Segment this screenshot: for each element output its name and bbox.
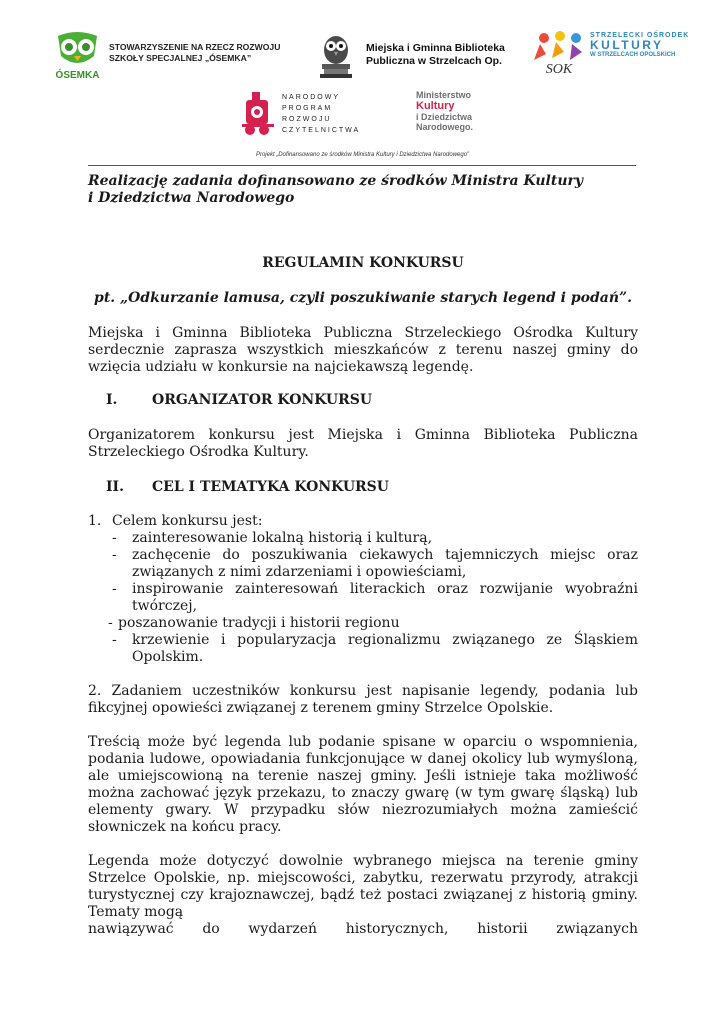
- list-item: [112, 530, 638, 547]
- list-item-dash: -: [112, 547, 117, 563]
- nprc-line-2: PROGRAM: [282, 105, 333, 112]
- funding-note: [88, 173, 638, 207]
- list-item-dash: -: [108, 615, 113, 631]
- funding-note-line-1: Realizację zadania dofinansowano ze środków Ministra Kultury: [88, 173, 584, 189]
- logo-header-row-2: [240, 88, 500, 138]
- document-title: REGULAMIN KONKURSU: [262, 255, 464, 271]
- ministry-line-4: Narodowego: [416, 122, 471, 132]
- task-paragraph: 2. Zadaniem uczestników konkursu jest napisanie legendy, podania lub fikcyjnej opowieści związanej z terenem gminy Strzelce Opolskie.: [88, 683, 638, 716]
- funding-note-line-2: i Dziedzictwa Narodowego: [88, 190, 295, 206]
- nprc-line-4: CZYTELNICTWA: [282, 127, 361, 134]
- list-item: [112, 632, 638, 666]
- logo-header: [50, 30, 690, 90]
- header-divider: [88, 165, 636, 166]
- place-paragraph: Legenda może dotyczyć dowolnie wybranego miejsca na terenie gminy Strzelce Opolskie, np. miejscowości, zabytku, rezerwatu przyrody, atrakcji turystycznej czy krajoznawczej, bądź też postaci związanej z historią gminy. Tematy mogą: [88, 853, 638, 920]
- nprc-line-1: NARODOWY: [282, 94, 340, 101]
- document-subtitle: pt. „Odkurzanie lamusa, czyli poszukiwanie starych legend i podań”.: [94, 290, 632, 306]
- list-item-text: zainteresowanie lokalną historią i kulturą,: [132, 530, 433, 546]
- osemka-owl-icon: [50, 30, 105, 72]
- library-line-1: Miejska i Gminna Biblioteka: [366, 42, 505, 54]
- owl-on-books-icon: [316, 32, 356, 78]
- list-item-dash: -: [112, 632, 117, 648]
- ministry-logo: [416, 90, 516, 132]
- list-item: [108, 615, 634, 632]
- list-item: [112, 581, 638, 615]
- sok-line-2: KULTURY: [590, 38, 664, 52]
- library-logo-text: [366, 42, 536, 68]
- association-line-2: SZKOŁY SPECJALNEJ „ÓSEMKA”: [109, 53, 252, 63]
- section-2-number: II.: [106, 479, 124, 495]
- place-paragraph-last-line: nawiązywać do wydarzeń historycznych, historii związanych: [88, 921, 638, 937]
- list-item-text: krzewienie i popularyzacja regionalizmu związanego ze Śląskiem Opolskim.: [132, 632, 638, 665]
- section-1-heading: [106, 392, 626, 410]
- library-line-2: Publiczna w Strzelcach Op.: [366, 55, 502, 67]
- section-2-title: CEL I TEMATYKA KONKURSU: [152, 479, 390, 495]
- ministry-line-3: i Dziedzictwa: [416, 112, 473, 122]
- osemka-wordmark: ÓSEMKA: [55, 70, 100, 81]
- list-item: [112, 547, 638, 581]
- sok-name: [590, 32, 700, 58]
- list-item-text: inspirowanie zainteresowań literackich oraz rozwijanie wyobraźni twórczej,: [132, 581, 638, 614]
- intro-paragraph: Miejska i Gminna Biblioteka Publiczna Strzeleckiego Ośrodka Kultury serdecznie zaprasza wszystkich mieszkańców z terenu naszej gminy do wzięcia udziału w konkursie na najciekawszą legendę.: [88, 325, 638, 375]
- ministry-dot: .: [470, 122, 474, 132]
- goals-list-lead: Celem konkursu jest:: [112, 513, 263, 529]
- nprc-locomotive-icon: [240, 92, 276, 136]
- list-item-text: zachęcenie do poszukiwania ciekawych tajemniczych miejsc oraz związanych z nimi zdarzeniami i opowieściami,: [132, 547, 638, 580]
- list-item-dash: -: [112, 530, 117, 546]
- sok-mark-text: SOK: [545, 62, 573, 76]
- nprc-line-3: ROZWOJU: [282, 116, 332, 123]
- section-1-title: ORGANIZATOR KONKURSU: [152, 392, 373, 408]
- sok-line-1: STRZELECKI OŚRODEK: [590, 32, 690, 39]
- content-paragraph: Treścią może być legenda lub podanie spisane w oparciu o wspomnienia, podania ludowe, opowiadania funkcjonujące w danej okolicy lub wymyśloną, ale umiejscowioną na terenie naszej gminy. Jeśli istnieje taka możliwość można zachować język przekazu, to znaczy gwarę (w tym gwarę śląską) lub elementy gwary. W przypadku słów niezrozumiałych można zamieścić słowniczek na końcu pracy.: [88, 734, 638, 835]
- section-1-text: Organizatorem konkursu jest Miejska i Gminna Biblioteka Publiczna Strzeleckiego Ośrodka Kultury.: [88, 427, 638, 460]
- sok-logo-icon: [530, 30, 588, 76]
- goals-list: [88, 513, 638, 673]
- list-item-dash: -: [112, 581, 117, 597]
- goals-list-number: 1.: [88, 513, 102, 529]
- osemka-logo: [50, 30, 105, 88]
- association-name: [109, 42, 334, 64]
- nprc-name: [282, 92, 372, 136]
- section-1-number: I.: [106, 392, 118, 408]
- section-2-heading: [106, 479, 626, 497]
- ministry-line-2: Kultury: [416, 100, 455, 112]
- association-line-1: STOWARZYSZENIE NA RZECZ ROZWOJU: [109, 42, 281, 52]
- project-caption: Projekt „Dofinansowano ze środków Ministra Kultury i Dziedzictwa Narodowego”: [255, 152, 470, 158]
- sok-line-3: W STRZELCACH OPOLSKICH: [590, 52, 676, 58]
- list-item-text: poszanowanie tradycji i historii regionu: [118, 615, 400, 631]
- ministry-line-1: Ministerstwo: [416, 90, 472, 100]
